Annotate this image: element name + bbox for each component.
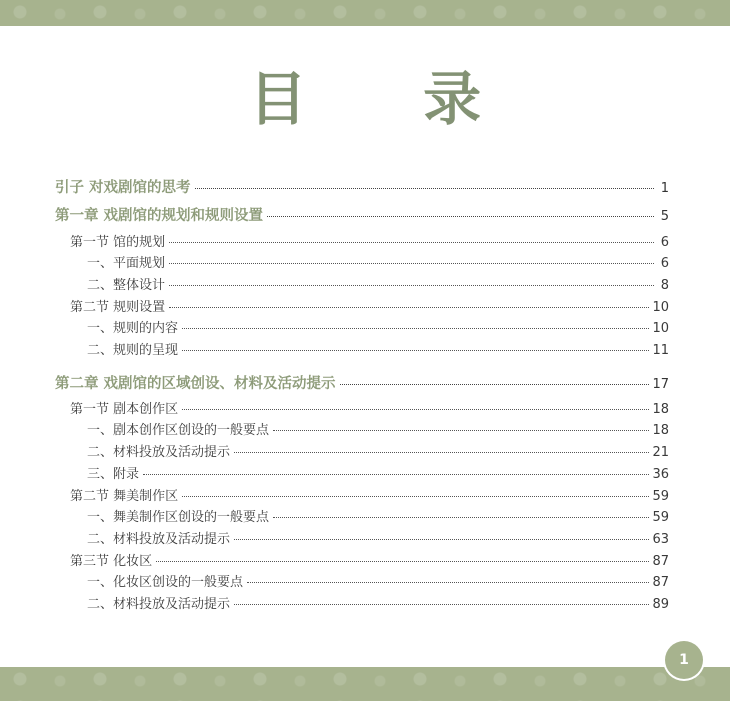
toc-item-row[interactable] bbox=[87, 571, 669, 590]
dot-leader bbox=[156, 561, 649, 562]
toc-entry-label: 三、附录 bbox=[87, 467, 140, 482]
toc-entry-label: 二、整体设计 bbox=[87, 278, 166, 293]
dot-leader bbox=[234, 452, 649, 453]
toc-entry-page: 89 bbox=[652, 597, 669, 612]
toc-section-row[interactable] bbox=[70, 398, 669, 417]
toc-entry-page: 11 bbox=[652, 343, 669, 358]
toc-entry-label: 二、材料投放及活动提示 bbox=[87, 532, 231, 547]
toc-section-row[interactable] bbox=[70, 296, 669, 315]
dot-leader bbox=[234, 539, 649, 540]
page-number-badge: 1 bbox=[665, 641, 703, 679]
dot-leader bbox=[267, 216, 654, 217]
toc-item-row[interactable] bbox=[87, 274, 669, 293]
top-decorative-band bbox=[0, 0, 730, 26]
toc-entry-page: 8 bbox=[660, 278, 669, 293]
toc-section-row[interactable] bbox=[70, 485, 669, 504]
toc-entry-label: 引子 对戏剧馆的思考 bbox=[55, 180, 191, 196]
toc-entry-label: 一、舞美制作区创设的一般要点 bbox=[87, 510, 270, 525]
toc-entry-label: 一、平面规划 bbox=[87, 256, 166, 271]
bottom-decorative-band bbox=[0, 667, 730, 701]
dot-leader bbox=[169, 285, 654, 286]
toc-entry-label: 二、材料投放及活动提示 bbox=[87, 597, 231, 612]
toc-entry-label: 二、材料投放及活动提示 bbox=[87, 445, 231, 460]
toc-item-row[interactable] bbox=[87, 528, 669, 547]
toc-entry-page: 5 bbox=[660, 209, 669, 224]
dot-leader bbox=[273, 430, 649, 431]
toc-entry-label: 第二章 戏剧馆的区域创设、材料及活动提示 bbox=[55, 376, 336, 392]
dot-leader bbox=[273, 517, 649, 518]
page-title: 目 录 bbox=[248, 65, 530, 133]
toc-entry-page: 63 bbox=[652, 532, 669, 547]
toc-entry-page: 10 bbox=[652, 300, 669, 315]
toc-entry-page: 59 bbox=[652, 510, 669, 525]
toc-entry-page: 18 bbox=[652, 402, 669, 417]
dot-leader bbox=[169, 307, 649, 308]
toc-item-row[interactable] bbox=[87, 441, 669, 460]
toc-entry-page: 10 bbox=[652, 321, 669, 336]
toc-item-row[interactable] bbox=[87, 339, 669, 358]
dot-leader bbox=[169, 263, 654, 264]
dot-leader bbox=[169, 242, 654, 243]
toc-entry-label: 二、规则的呈现 bbox=[87, 343, 179, 358]
toc-item-row[interactable] bbox=[87, 252, 669, 271]
toc-item-row[interactable] bbox=[87, 317, 669, 336]
dot-leader bbox=[182, 328, 649, 329]
dot-leader bbox=[247, 582, 649, 583]
toc-chapter-row[interactable] bbox=[55, 176, 669, 197]
toc-chapter-row[interactable] bbox=[55, 372, 669, 393]
toc-entry-label: 一、剧本创作区创设的一般要点 bbox=[87, 423, 270, 438]
toc-chapter-row[interactable] bbox=[55, 204, 669, 225]
toc-section-row[interactable] bbox=[70, 231, 669, 250]
dot-leader bbox=[340, 384, 650, 385]
toc-entry-page: 59 bbox=[652, 489, 669, 504]
toc-entry-label: 第二节 规则设置 bbox=[70, 300, 166, 315]
toc-entry-label: 第一节 剧本创作区 bbox=[70, 402, 179, 417]
toc-entry-page: 36 bbox=[652, 467, 669, 482]
dot-leader bbox=[182, 496, 649, 497]
toc-item-row[interactable] bbox=[87, 593, 669, 612]
dot-leader bbox=[195, 188, 654, 189]
toc-entry-page: 17 bbox=[652, 377, 669, 392]
dot-leader bbox=[234, 604, 649, 605]
toc-entry-page: 6 bbox=[660, 256, 669, 271]
toc-entry-page: 21 bbox=[652, 445, 669, 460]
toc-entry-page: 6 bbox=[660, 235, 669, 250]
toc-entry-page: 1 bbox=[660, 181, 669, 196]
toc-entry-page: 87 bbox=[652, 554, 669, 569]
dot-leader bbox=[182, 350, 649, 351]
toc-entry-page: 87 bbox=[652, 575, 669, 590]
toc-section-row[interactable] bbox=[70, 550, 669, 569]
dot-leader bbox=[143, 474, 649, 475]
toc-entry-label: 第二节 舞美制作区 bbox=[70, 489, 179, 504]
toc-entry-label: 第一节 馆的规划 bbox=[70, 235, 166, 250]
toc-item-row[interactable] bbox=[87, 463, 669, 482]
toc-entry-label: 第三节 化妆区 bbox=[70, 554, 153, 569]
toc-item-row[interactable] bbox=[87, 506, 669, 525]
toc-entry-label: 第一章 戏剧馆的规划和规则设置 bbox=[55, 208, 264, 224]
dot-leader bbox=[182, 409, 649, 410]
toc-entry-label: 一、化妆区创设的一般要点 bbox=[87, 575, 244, 590]
toc-item-row[interactable] bbox=[87, 419, 669, 438]
toc-entry-page: 18 bbox=[652, 423, 669, 438]
toc-entry-label: 一、规则的内容 bbox=[87, 321, 179, 336]
